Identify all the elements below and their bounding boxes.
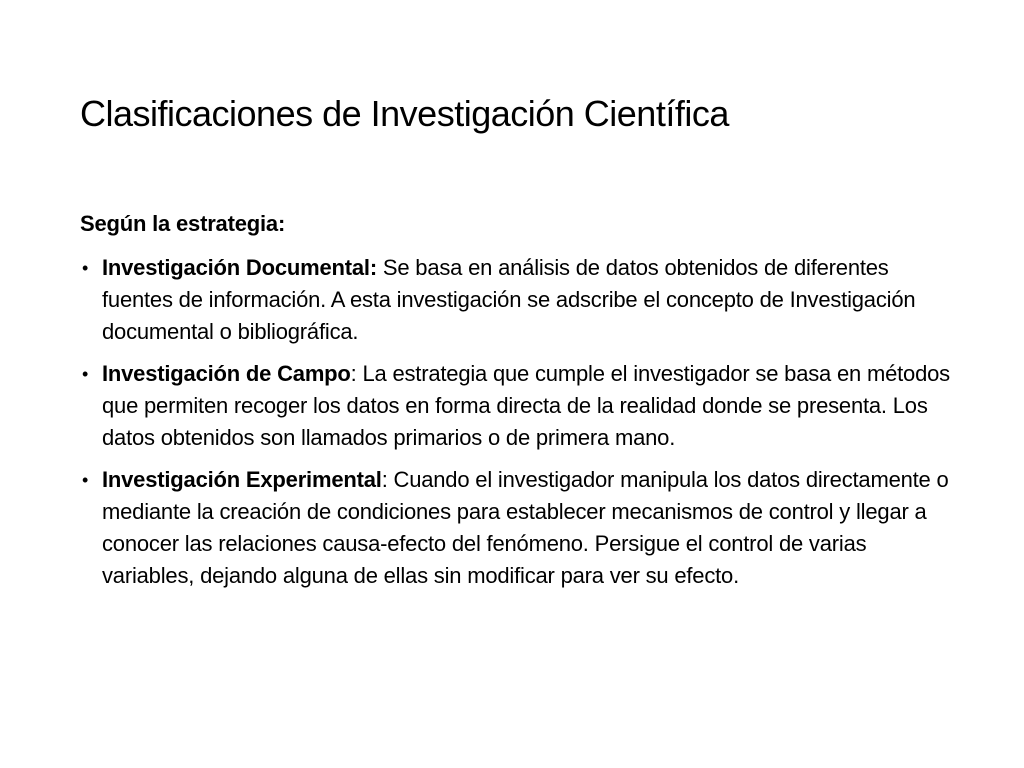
bullet-documental xyxy=(80,252,960,348)
bullet-text: : Cuando el investigador manipula los datos directamente o mediante la creación de condiciones para establecer mecanismos de control y llegar a conocer las relaciones causa-efecto del fenómeno. Persigue el control de varias variables, dejando alguna de ellas sin modificar para ver su efecto. xyxy=(102,467,949,588)
bullet-dot-icon: • xyxy=(82,364,89,384)
bullet-dot-icon: • xyxy=(82,258,89,278)
bullet-text: : La estrategia que cumple el investigador se basa en métodos que permiten recoger los datos en forma directa de la realidad donde se presenta. Los datos obtenidos son llamados primarios o de primera mano. xyxy=(102,361,950,450)
bullet-dot-icon: • xyxy=(82,470,89,490)
bullet-term: Investigación Documental: xyxy=(102,255,377,280)
bullet-campo xyxy=(80,358,960,454)
section-heading: Según la estrategia: xyxy=(80,211,286,236)
bullet-term: Investigación Experimental xyxy=(102,467,382,492)
bullet-term: Investigación de Campo xyxy=(102,361,351,386)
slide-body xyxy=(80,208,960,602)
bullet-experimental xyxy=(80,464,960,592)
bullet-text: Se basa en análisis de datos obtenidos de diferentes fuentes de información. A esta investigación se adscribe el concepto de Investigación documental o bibliográfica. xyxy=(102,255,916,344)
slide-title: Clasificaciones de Investigación Científica xyxy=(80,93,729,134)
